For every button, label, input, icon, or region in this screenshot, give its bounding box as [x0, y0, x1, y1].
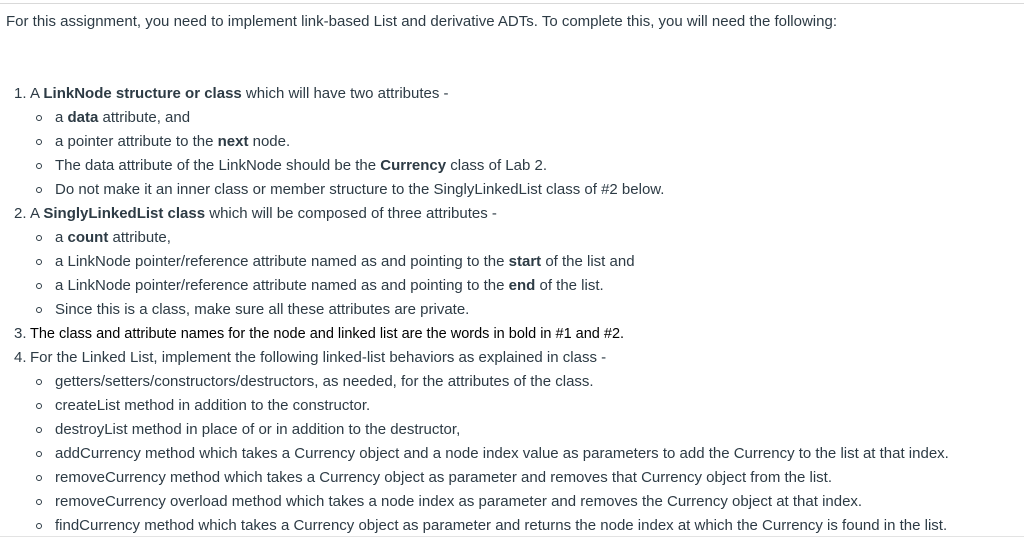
list-item-singlylinkedlist: A SinglyLinkedList class which will be composed of three attributes - a count attribute, a LinkNode pointer/reference attribute named as and pointing to the start of the list and a LinkNode pointer/reference attribute named as and pointing to the end of the list. Since this is a class, make sure all these attributes are private.: [30, 202, 1024, 322]
sub-item: a LinkNode pointer/reference attribute named as and pointing to the end of the list.: [55, 274, 1024, 298]
sub-item: a LinkNode pointer/reference attribute named as and pointing to the start of the list and: [55, 250, 1024, 274]
list-item-linknode: A LinkNode structure or class which will have two attributes - a data attribute, and a pointer attribute to the next node. The data attribute of the LinkNode should be the Currency class of Lab 2. Do not make it an inner class or member structure to the SinglyLinkedList class of #2 below.: [30, 82, 1024, 202]
sub-item: findCurrency method which takes a Currency object as parameter and returns the node index at which the Currency is found in the list.: [55, 514, 1024, 538]
top-divider: [0, 3, 1024, 4]
linknode-sublist: [30, 106, 1024, 202]
list-item-linked-list-behaviors: For the Linked List, implement the following linked-list behaviors as explained in class - getters/setters/constructors/destructors, as needed, for the attributes of the class. createList method in addition to the constructor. destroyList method in place of or in addition to the destructor, addCurrency method which takes a Currency object and a node index value as parameters to add the Currency to the list at that index. removeCurrency method which takes a Currency object as parameter and removes that Currency object from the list. removeCurrency overload method which takes a node index as parameter and removes the Currency object at that index. findCurrency method which takes a Currency object as parameter and returns the node index at which the Currency is found in the list.: [30, 346, 1024, 538]
bold-term: SinglyLinkedList class: [43, 205, 206, 222]
sub-item: Do not make it an inner class or member structure to the SinglyLinkedList class of #2 below.: [55, 178, 1024, 202]
sub-item: destroyList method in place of or in addition to the destructor,: [55, 418, 1024, 442]
requirements-list: [0, 82, 1024, 538]
sub-item: a data attribute, and: [55, 106, 1024, 130]
bold-term: LinkNode structure or class: [43, 85, 242, 102]
behaviors-sublist: [30, 370, 1024, 538]
sub-item: addCurrency method which takes a Currency object and a node index value as parameters to add the Currency to the list at that index.: [55, 442, 1024, 466]
sub-item: Since this is a class, make sure all these attributes are private.: [55, 298, 1024, 322]
singlylinkedlist-sublist: [30, 226, 1024, 322]
list-item-naming-note: The class and attribute names for the node and linked list are the words in bold in #1 and #2.: [30, 326, 625, 342]
sub-item: a count attribute,: [55, 226, 1024, 250]
sub-item: createList method in addition to the constructor.: [55, 394, 1024, 418]
sub-item: getters/setters/constructors/destructors, as needed, for the attributes of the class.: [55, 370, 1024, 394]
intro-paragraph: For this assignment, you need to implement link-based List and derivative ADTs. To complete this, you will need the following:: [6, 13, 837, 30]
sub-item: a pointer attribute to the next node.: [55, 130, 1024, 154]
bottom-divider: [0, 536, 1024, 537]
sub-item: removeCurrency overload method which takes a node index as parameter and removes the Currency object at that index.: [55, 490, 1024, 514]
sub-item: The data attribute of the LinkNode should be the Currency class of Lab 2.: [55, 154, 1024, 178]
sub-item: removeCurrency method which takes a Currency object as parameter and removes that Currency object from the list.: [55, 466, 1024, 490]
